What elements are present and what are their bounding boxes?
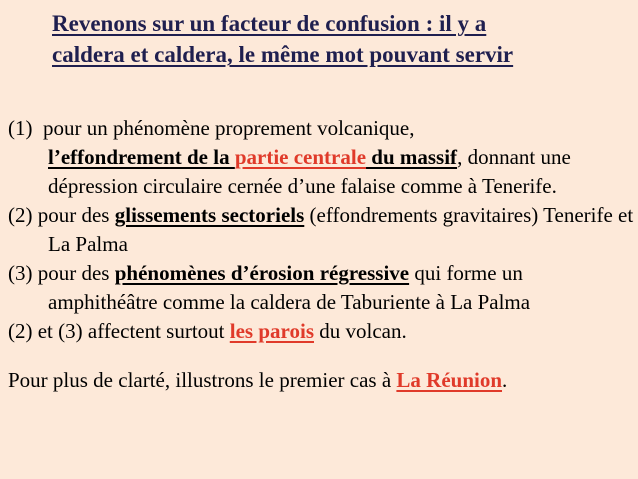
item-1-text-b: , donnant une dépression circulaire cernée d’une falaise comme à Tenerife. [48, 145, 571, 198]
item-1-bold-a: l’effondrement de la [48, 145, 235, 169]
item-2-bold: glissements sectoriels [114, 203, 305, 227]
item-2-text: (effondrements gravitaires) Tenerife et La Palma [48, 203, 634, 256]
closing-red-term: La Réunion [396, 368, 503, 392]
item-1 [8, 114, 634, 201]
item-3-text: qui forme un amphithéâtre comme la caldera de Taburiente à La Palma [48, 261, 531, 314]
closing-text: Pour plus de clarté, illustrons le premier cas à [8, 368, 397, 392]
item-2 [8, 201, 634, 259]
item-4-prefix: (2) et (3) affectent surtout [8, 319, 230, 343]
item-4-text: du volcan. [314, 319, 407, 343]
item-2-prefix: (2) pour des [8, 203, 115, 227]
title-line-2: caldera et caldera, le même mot pouvant servir [52, 42, 514, 67]
closing-end: . [502, 368, 508, 392]
item-4 [8, 317, 634, 346]
closing-line [8, 366, 634, 395]
slide-title [52, 8, 636, 70]
item-4-red-term: les parois [229, 319, 314, 343]
item-3-prefix: (3) pour des [8, 261, 115, 285]
item-1-prefix: (1) [8, 116, 33, 140]
item-1-bold-b: du massif [366, 145, 458, 169]
spacer [8, 346, 634, 366]
item-1-red-term: partie centrale [234, 145, 367, 169]
item-3-bold: phénomènes d’érosion régressive [114, 261, 410, 285]
item-3 [8, 259, 634, 317]
item-1-text-a: pour un phénomène proprement volcanique, [43, 116, 415, 140]
title-line-1: Revenons sur un facteur de confusion : il y a [52, 11, 487, 36]
slide-body [8, 114, 634, 395]
